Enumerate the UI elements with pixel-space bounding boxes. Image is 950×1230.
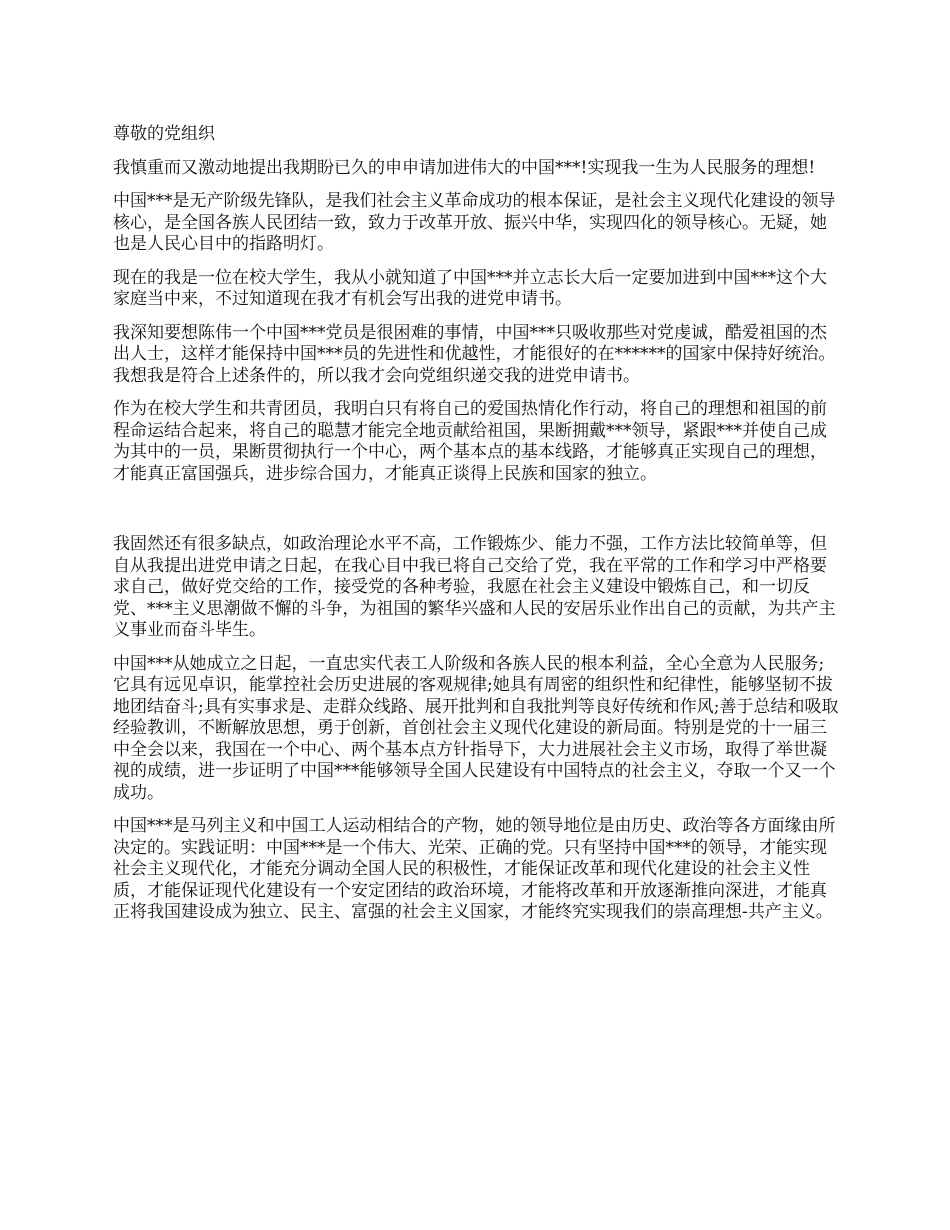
section-gap [113,497,840,534]
paragraph-2: 中国***是无产阶级先锋队，是我们社会主义革命成功的根本保证，是社会主义现代化建设的领导核心，是全国各族人民团结一致，致力于改革开放、振兴中华，实现四化的领导核心。无疑，她也是人民心目中的指路明灯。 [113,191,836,254]
paragraph-1: 我慎重而又激动地提出我期盼已久的申申请加进伟大的中国***!实现我一生为人民服务的理想! [113,157,816,178]
paragraph-8: 中国***是马列主义和中国工人运动相结合的产物，她的领导地位是由历史、政治等各方面缘由所决定的。实践证明：中国***是一个伟大、光荣、正确的党。只有坚持中国***的领导，才能实现社会主义现代化，才能充分调动全国人民的积极性，才能保证改革和现代化建设的社会主义性质，才能保证现代化建设有一个安定团结的政治环境，才能将改革和开放逐渐推向深进，才能真正将我国建设成为独立、民主、富强的社会主义国家，才能终究实现我们的崇高理想-共产主义。 [113,816,836,922]
document-body [113,124,840,936]
paragraph-3: 现在的我是一位在校大学生，我从小就知道了中国***并立志长大后一定要加进到中国***这个大家庭当中来，不过知道现在我才有机会写出我的进党申请书。 [113,267,827,309]
paragraph-5: 作为在校大学生和共青团员，我明白只有将自己的爱国热情化作行动，将自己的理想和祖国的前程命运结合起来，将自己的聪慧才能完全地贡献给祖国，果断拥戴***领导，紧跟***并使自己成为其中的一员，果断贯彻执行一个中心，两个基本点的基本线路，才能够真正实现自己的理想，才能真正富国强兵，进步综合国力，才能真正谈得上民族和国家的独立。 [113,399,827,484]
paragraph-7: 中国***从她成立之日起，一直忠实代表工人阶级和各族人民的根本利益，全心全意为人民服务;它具有远见卓识，能掌控社会历史进展的客观规律;她具有周密的组织性和纪律性，能够坚韧不拔地团结奋斗;具有实事求是、走群众线路、展开批判和自我批判等良好传统和作风;善于总结和吸取经验教训，不断解放思想，勇于创新，首创社会主义现代化建设的新局面。特别是党的十一届三中全会以来，我国在一个中心、两个基本点方针指导下，大力进展社会主义市场，取得了举世凝视的成绩，进一步证明了中国***能够领导全国人民建设有中国特点的社会主义，夺取一个又一个成功。 [113,653,839,803]
paragraph-6: 我固然还有很多缺点，如政治理论水平不高，工作锻炼少、能力不强，工作方法比较简单等，但自从我提出进党申请之日起，在我心目中我已将自己交给了党，我在平常的工作和学习中严格要求自己，做好党交给的工作，接受党的各种考验，我愿在社会主义建设中锻炼自己，和一切反党、***主义思潮做不懈的斗争，为祖国的繁华兴盛和人民的安居乐业作出自己的贡献，为共产主义事业而奋斗毕生。 [113,534,836,640]
salutation: 尊敬的党组织 [113,124,215,144]
paragraph-4: 我深知要想陈伟一个中国***党员是很困难的事情，中国***只吸收那些对党虔诚，酷爱祖国的杰出人士，这样才能保持中国***员的先进性和优越性，才能很好的在******的国家中保持好统治。我想我是符合上述条件的，所以我才会向党组织递交我的进党申请书。 [113,322,836,386]
